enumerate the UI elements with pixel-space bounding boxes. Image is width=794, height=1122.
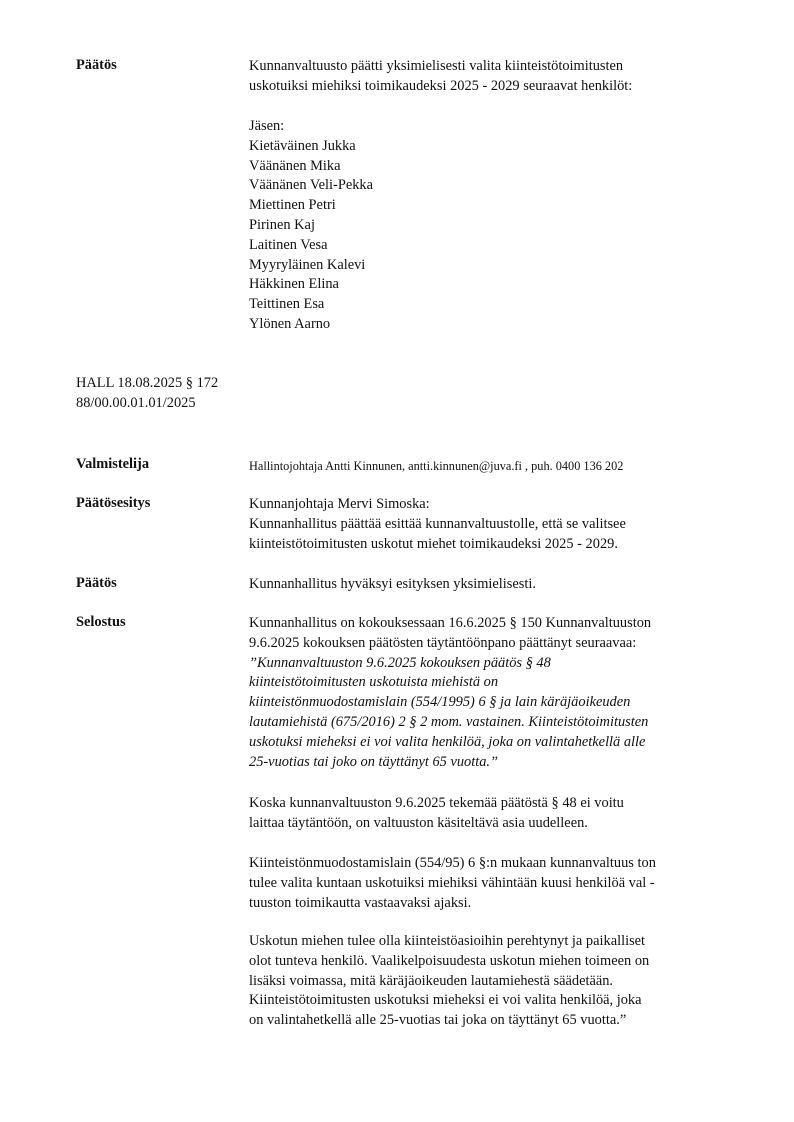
preparer-section	[76, 456, 756, 478]
proposal-section	[76, 495, 756, 557]
decision-text	[249, 57, 759, 97]
member-name: Pirinen Kaj	[249, 216, 315, 233]
quoted-decision-line: kiinteistötoimitusten uskotuista miehistä on	[249, 674, 499, 691]
decision-line: Kunnanvaltuusto päätti yksimielisesti valita kiinteistötoimitusten	[249, 58, 624, 74]
explanation-line: on valintahetkellä alle 25-vuotias tai joka on täyttänyt 65 vuotta.”	[249, 1012, 627, 1029]
board-decision-text	[249, 575, 759, 595]
explanation-line: Koska kunnanvaltuuston 9.6.2025 tekemää päätöstä § 48 ei voitu	[249, 795, 624, 811]
member-name: Miettinen Petri	[249, 197, 336, 214]
decision-section	[76, 57, 756, 337]
board-decision-line: Kunnanhallitus hyväksyi esityksen yksimielisesti.	[249, 576, 536, 592]
member-name: Myyryläinen Kalevi	[249, 256, 366, 273]
member-list-heading: Jäsen:	[249, 118, 285, 134]
explanation-paragraph-1	[249, 614, 759, 772]
preparer-line: Hallintojohtaja Antti Kinnunen, antti.kinnunen@juva.fi , puh. 0400 136 202	[249, 459, 624, 473]
reference-diary-number: 88/00.00.01.01/2025	[76, 394, 196, 411]
explanation-line: Kunnanhallitus on kokouksessaan 16.6.2025 § 150 Kunnanvaltuuston	[249, 615, 652, 631]
proposal-text	[249, 495, 759, 554]
member-name: Väänänen Mika	[249, 157, 341, 174]
proposal-line: Kunnanhallitus päättää esittää kunnanvaltuustolle, että se valitsee	[249, 515, 626, 532]
explanation-section	[76, 614, 756, 1044]
proposal-line: Kunnanjohtaja Mervi Simoska:	[249, 496, 430, 512]
explanation-paragraph-2	[249, 794, 759, 834]
explanation-paragraph-4	[249, 932, 759, 1031]
explanation-paragraph-3	[249, 854, 759, 913]
member-list	[249, 117, 759, 335]
decision-label: Päätös	[76, 57, 117, 73]
explanation-line: Kiinteistötoimitusten uskotuksi mieheksi ei voi valita henkilöä, joka	[249, 992, 642, 1009]
board-decision-section	[76, 575, 756, 597]
quoted-decision-line: 25-vuotias tai joko on täyttänyt 65 vuotta.”	[249, 753, 499, 770]
member-name: Laitinen Vesa	[249, 236, 328, 253]
preparer-label: Valmistelija	[76, 456, 150, 472]
member-name: Väänänen Veli-Pekka	[249, 177, 374, 194]
decision-line: uskotuiksi miehiksi toimikaudeksi 2025 - 2029 seuraavat henkilöt:	[249, 77, 633, 94]
explanation-line: olot tunteva henkilö. Vaalikelpoisuudesta uskotun miehen toimeen on	[249, 952, 650, 969]
quoted-decision-line: lautamiehistä (675/2016) 2 § 2 mom. vastainen. Kiinteistötoimitusten	[249, 713, 649, 730]
explanation-line: tulee valita kuntaan uskotuiksi miehiksi vähintään kuusi henkilöä val -	[249, 874, 655, 891]
reference-section: HALL 18.08.2025 § 172	[76, 375, 219, 391]
quoted-decision-line: kiinteistönmuodostamislain (554/1995) 6 § ja lain käräjäoikeuden	[249, 694, 631, 711]
explanation-line: laittaa täytäntöön, on valtuuston käsiteltävä asia uudelleen.	[249, 814, 588, 831]
member-name: Teittinen Esa	[249, 296, 325, 313]
proposal-label: Päätösesitys	[76, 495, 151, 511]
quoted-decision-line: uskotuksi mieheksi ei voi valita henkilöä, joka on valintahetkellä alle	[249, 733, 646, 750]
meeting-reference	[76, 374, 218, 414]
member-name: Häkkinen Elina	[249, 276, 339, 293]
member-name: Ylönen Aarno	[249, 315, 331, 332]
quoted-decision-line: ”Kunnanvaltuuston 9.6.2025 kokouksen päätös § 48	[249, 654, 551, 671]
explanation-label: Selostus	[76, 614, 126, 630]
preparer-text	[249, 457, 759, 477]
member-name: Kietäväinen Jukka	[249, 137, 356, 154]
board-decision-label: Päätös	[76, 575, 117, 591]
explanation-line: Uskotun miehen tulee olla kiinteistöasioihin perehtynyt ja paikalliset	[249, 933, 646, 949]
proposal-line: kiinteistötoimitusten uskotut miehet toimikaudeksi 2025 - 2029.	[249, 535, 618, 552]
explanation-line: 9.6.2025 kokouksen päätösten täytäntöönpano päättänyt seuraavaa:	[249, 634, 637, 651]
explanation-line: tuuston toimikautta vastaavaksi ajaksi.	[249, 894, 472, 911]
explanation-line: lisäksi voimassa, mitä käräjäoikeuden lautamiehestä säädetään.	[249, 972, 614, 989]
explanation-line: Kiinteistönmuodostamislain (554/95) 6 §:n mukaan kunnanvaltuus ton	[249, 855, 656, 871]
